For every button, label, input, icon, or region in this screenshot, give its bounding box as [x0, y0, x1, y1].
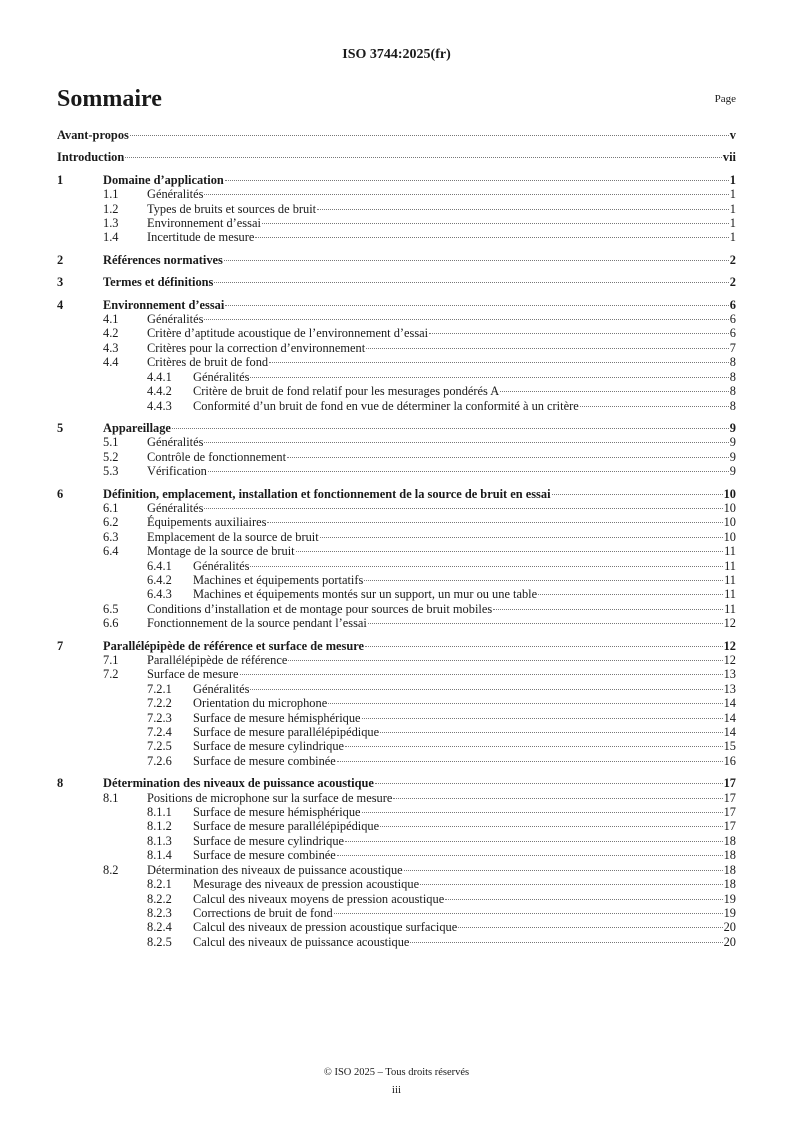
toc-entry[interactable] — [57, 573, 736, 587]
dot-leader — [380, 826, 722, 827]
toc-entry-title: Parallélépipède de référence et surface de mesure — [103, 638, 365, 653]
toc-entry-page: 17 — [723, 776, 736, 791]
toc-entry-page: 10 — [723, 486, 736, 501]
dot-leader — [337, 761, 723, 762]
dot-leader — [269, 362, 729, 363]
toc-entry-title: Machines et équipements portatifs — [193, 572, 364, 587]
toc-entry-page: 11 — [724, 587, 736, 602]
dot-leader — [204, 442, 728, 443]
toc-entry-title: Surface de mesure parallélépipédique — [193, 725, 380, 740]
toc-entry-title: Définition, emplacement, installation et fonctionnement de la source de bruit en essai — [103, 486, 551, 501]
toc-entry-title: Emplacement de la source de bruit — [147, 529, 319, 544]
dot-leader — [366, 348, 729, 349]
toc-entry[interactable] — [57, 667, 736, 681]
toc-entry-title: Calcul des niveaux moyens de pression acoustique — [193, 891, 445, 906]
toc-entry-title: Surface de mesure combinée — [193, 753, 336, 768]
toc-entry-page: 18 — [723, 848, 736, 863]
toc-entry-title: Équipements auxiliaires — [147, 515, 267, 530]
toc-entry[interactable] — [57, 935, 736, 949]
toc-entry-page: 13 — [723, 667, 736, 682]
toc-entry-page: 2 — [729, 275, 736, 290]
toc-entry-number: 6.1 — [103, 500, 119, 515]
dot-leader — [420, 884, 723, 885]
dot-leader — [500, 391, 729, 392]
toc-entry[interactable] — [57, 682, 736, 696]
table-of-contents — [57, 128, 736, 949]
toc-entry-page: 11 — [724, 572, 736, 587]
toc-entry[interactable] — [57, 501, 736, 515]
toc-entry-page: 11 — [724, 601, 736, 616]
toc-entry-number: 7.2.4 — [147, 725, 172, 740]
toc-entry-title: Environnement d’essai — [103, 297, 225, 312]
dot-leader — [288, 660, 722, 661]
toc-entry[interactable] — [57, 530, 736, 544]
dot-leader — [204, 508, 722, 509]
toc-entry-number: 8.2 — [103, 862, 119, 877]
toc-entry-page: 8 — [729, 355, 736, 370]
copyright-footer: © ISO 2025 – Tous droits réservés — [323, 1067, 470, 1078]
toc-entry-page: 10 — [723, 500, 736, 515]
toc-entry-title: Généralités — [147, 435, 204, 450]
toc-entry-number: 6.4 — [103, 544, 119, 559]
toc-entry-page: 20 — [723, 920, 736, 935]
toc-entry[interactable] — [57, 776, 736, 790]
dot-leader — [410, 942, 722, 943]
toc-entry-title: Critères pour la correction d’environnement — [147, 340, 366, 355]
toc-entry-page: 9 — [729, 464, 736, 479]
toc-entry[interactable] — [57, 711, 736, 725]
toc-entry-title: Calcul des niveaux de pression acoustique surfacique — [193, 920, 458, 935]
dot-leader — [364, 580, 723, 581]
toc-entry-number: 8.1.1 — [147, 805, 172, 820]
dot-leader — [250, 689, 722, 690]
dot-leader — [262, 223, 729, 224]
dot-leader — [287, 457, 729, 458]
dot-leader — [250, 377, 728, 378]
toc-entry-number: 5 — [57, 420, 64, 435]
toc-entry-title: Surface de mesure cylindrique — [193, 833, 345, 848]
toc-entry-number: 6.4.3 — [147, 587, 172, 602]
toc-entry[interactable] — [57, 128, 736, 142]
toc-entry-page: 15 — [723, 739, 736, 754]
toc-entry[interactable] — [57, 216, 736, 230]
toc-entry-page: 17 — [723, 819, 736, 834]
toc-entry[interactable] — [57, 355, 736, 369]
toc-entry-page: 19 — [723, 905, 736, 920]
toc-entry-number: 7.2.3 — [147, 710, 172, 725]
toc-entry-number: 8.2.1 — [147, 877, 172, 892]
dot-leader — [214, 282, 728, 283]
toc-entry-title: Surface de mesure parallélépipédique — [193, 819, 380, 834]
toc-entry[interactable] — [57, 341, 736, 355]
toc-entry-title: Types de bruits et sources de bruit — [147, 201, 317, 216]
toc-entry[interactable] — [57, 725, 736, 739]
dot-leader — [130, 135, 729, 136]
toc-entry-page: 6 — [729, 297, 736, 312]
toc-entry-number: 2 — [57, 252, 64, 267]
toc-entry-title: Critère de bruit de fond relatif pour les mesurages pondérés A — [193, 384, 500, 399]
toc-entry-title: Appareillage — [103, 420, 171, 435]
toc-entry-page: 18 — [723, 877, 736, 892]
toc-entry[interactable] — [57, 544, 736, 558]
toc-entry[interactable] — [57, 639, 736, 653]
toc-entry-number: 4.2 — [103, 326, 119, 341]
toc-entry-page: 14 — [723, 725, 736, 740]
toc-entry[interactable] — [57, 487, 736, 501]
toc-entry-number: 8.2.3 — [147, 905, 172, 920]
toc-entry-number: 6.4.2 — [147, 572, 172, 587]
toc-entry-page: 8 — [729, 384, 736, 399]
toc-entry-number: 6.3 — [103, 529, 119, 544]
toc-entry-page: 11 — [724, 558, 736, 573]
toc-entry[interactable] — [57, 653, 736, 667]
toc-entry-title: Détermination des niveaux de puissance acoustique — [147, 862, 403, 877]
toc-entry-title: Montage de la source de bruit — [147, 544, 295, 559]
toc-entry-page: 6 — [729, 312, 736, 327]
dot-leader — [380, 732, 722, 733]
toc-entry-title: Incertitude de mesure — [147, 230, 255, 245]
toc-entry-title: Critère d’aptitude acoustique de l’environnement d’essai — [147, 326, 429, 341]
toc-entry-number: 4.4.2 — [147, 384, 172, 399]
toc-entry-page: 20 — [723, 934, 736, 949]
toc-entry-title: Machines et équipements montés sur un support, un mur ou une table — [193, 587, 538, 602]
toc-entry-number: 8.1 — [103, 790, 119, 805]
toc-entry-number: 7.2 — [103, 667, 119, 682]
toc-entry-title: Conditions d’installation et de montage pour sources de bruit mobiles — [147, 601, 493, 616]
toc-entry-number: 5.2 — [103, 449, 119, 464]
toc-entry[interactable] — [57, 616, 736, 630]
toc-entry-number: 6.6 — [103, 616, 119, 631]
toc-entry-title: Domaine d’application — [103, 172, 224, 187]
toc-entry-page: v — [729, 128, 736, 142]
toc-entry-page: 1 — [729, 172, 736, 187]
toc-entry-title: Surface de mesure combinée — [193, 848, 336, 863]
dot-leader — [172, 428, 729, 429]
toc-entry-page: 10 — [723, 515, 736, 530]
toc-entry[interactable] — [57, 602, 736, 616]
toc-entry[interactable] — [57, 863, 736, 877]
toc-entry-title: Généralités — [193, 681, 250, 696]
toc-entry[interactable] — [57, 298, 736, 312]
toc-entry-number: 1.4 — [103, 230, 119, 245]
toc-entry-title: Orientation du microphone — [193, 696, 328, 711]
toc-entry[interactable] — [57, 791, 736, 805]
toc-entry[interactable] — [57, 370, 736, 384]
toc-entry[interactable] — [57, 450, 736, 464]
toc-entry[interactable] — [57, 173, 736, 187]
toc-entry-title: Détermination des niveaux de puissance acoustique — [103, 776, 374, 791]
toc-entry-number: 1 — [57, 172, 64, 187]
dot-leader — [429, 333, 729, 334]
dot-leader — [393, 798, 722, 799]
toc-entry[interactable] — [57, 515, 736, 529]
toc-entry-number: 4.3 — [103, 340, 119, 355]
dot-leader — [362, 812, 723, 813]
dot-leader — [317, 209, 729, 210]
toc-entry-title: Critères de bruit de fond — [147, 355, 269, 370]
dot-leader — [225, 180, 729, 181]
toc-entry-page: 6 — [729, 326, 736, 341]
toc-entry[interactable] — [57, 202, 736, 216]
toc-entry-number: 8.1.4 — [147, 848, 172, 863]
dot-leader — [204, 319, 728, 320]
toc-entry-page: 17 — [723, 790, 736, 805]
toc-entry-number: 6.4.1 — [147, 558, 172, 573]
toc-entry-number: 8.2.2 — [147, 891, 172, 906]
toc-entry-number: 4.4 — [103, 355, 119, 370]
dot-leader — [250, 566, 723, 567]
toc-entry-number: 8 — [57, 776, 64, 791]
toc-entry-number: 7 — [57, 638, 64, 653]
toc-entry-title: Contrôle de fonctionnement — [147, 449, 287, 464]
toc-entry-title: Conformité d’un bruit de fond en vue de déterminer la conformité à un critère — [193, 398, 579, 413]
toc-entry[interactable] — [57, 559, 736, 573]
toc-entry[interactable] — [57, 275, 736, 289]
toc-entry-title: Parallélépipède de référence — [147, 653, 288, 667]
dot-leader — [125, 157, 722, 158]
toc-entry[interactable] — [57, 399, 736, 413]
dot-leader — [493, 609, 723, 610]
dot-leader — [337, 855, 723, 856]
dot-leader — [368, 623, 723, 624]
toc-entry-title: Mesurage des niveaux de pression acoustique — [193, 877, 420, 892]
dot-leader — [240, 674, 723, 675]
toc-entry[interactable] — [57, 326, 736, 340]
title-row — [57, 86, 736, 116]
dot-leader — [208, 471, 729, 472]
toc-entry-title: Avant-propos — [57, 128, 129, 142]
toc-entry-page: 2 — [729, 252, 736, 267]
dot-leader — [365, 646, 723, 647]
dot-leader — [255, 237, 728, 238]
page-title: Sommaire — [57, 86, 162, 112]
toc-entry-title: Surface de mesure hémisphérique — [193, 805, 361, 820]
toc-entry-page: 9 — [729, 435, 736, 450]
toc-entry-title: Généralités — [147, 312, 204, 327]
toc-entry-title: Environnement d’essai — [147, 216, 261, 231]
toc-entry[interactable] — [57, 187, 736, 201]
dot-leader — [225, 305, 729, 306]
document-header: ISO 3744:2025(fr) — [342, 47, 451, 62]
toc-entry[interactable] — [57, 739, 736, 753]
toc-entry[interactable] — [57, 587, 736, 601]
toc-entry-number: 5.3 — [103, 464, 119, 479]
toc-entry[interactable] — [57, 435, 736, 449]
toc-entry-page: 8 — [729, 398, 736, 413]
toc-entry-title: Introduction — [57, 150, 125, 165]
toc-entry[interactable] — [57, 819, 736, 833]
toc-entry-page: 12 — [723, 616, 736, 631]
toc-entry-number: 7.2.2 — [147, 696, 172, 711]
toc-entry-number: 6.2 — [103, 515, 119, 530]
toc-entry[interactable] — [57, 754, 736, 768]
dot-leader — [345, 746, 723, 747]
toc-entry[interactable] — [57, 696, 736, 710]
dot-leader — [458, 927, 722, 928]
toc-entry-title: Fonctionnement de la source pendant l’essai — [147, 616, 367, 631]
toc-entry-page: 7 — [729, 340, 736, 355]
toc-entry-title: Généralités — [193, 369, 250, 384]
toc-entry[interactable] — [57, 805, 736, 819]
toc-entry-number: 4.4.1 — [147, 369, 172, 384]
toc-entry-title: Généralités — [147, 500, 204, 515]
toc-entry-page: 18 — [723, 862, 736, 877]
toc-entry-number: 4 — [57, 297, 64, 312]
toc-entry-page: 9 — [729, 449, 736, 464]
toc-entry-page: 16 — [723, 753, 736, 768]
dot-leader — [334, 913, 723, 914]
toc-entry-number: 6.5 — [103, 601, 119, 616]
toc-entry-number: 4.1 — [103, 312, 119, 327]
toc-entry-number: 6 — [57, 486, 64, 501]
toc-entry-page: 13 — [723, 681, 736, 696]
toc-entry-page: 8 — [729, 369, 736, 384]
toc-entry-title: Surface de mesure — [147, 667, 239, 682]
dot-leader — [538, 594, 723, 595]
toc-entry-page: 14 — [723, 696, 736, 711]
toc-entry[interactable] — [57, 312, 736, 326]
toc-entry-number: 4.4.3 — [147, 398, 172, 413]
toc-entry-page: 10 — [723, 529, 736, 544]
dot-leader — [204, 194, 728, 195]
toc-entry-title: Surface de mesure cylindrique — [193, 739, 345, 754]
page-number: iii — [391, 1084, 402, 1096]
toc-entry-title: Calcul des niveaux de puissance acoustique — [193, 934, 410, 949]
dot-leader — [552, 494, 723, 495]
dot-leader — [296, 551, 723, 552]
toc-entry[interactable] — [57, 150, 736, 164]
toc-entry-page: vii — [722, 150, 736, 165]
toc-entry-number: 8.1.3 — [147, 833, 172, 848]
toc-entry[interactable] — [57, 848, 736, 862]
toc-entry-title: Surface de mesure hémisphérique — [193, 710, 361, 725]
toc-entry-number: 5.1 — [103, 435, 119, 450]
toc-entry-number: 1.3 — [103, 216, 119, 231]
toc-entry-number: 8.2.5 — [147, 934, 172, 949]
toc-entry-number: 1.2 — [103, 201, 119, 216]
toc-entry-title: Positions de microphone sur la surface de mesure — [147, 790, 393, 805]
toc-entry-number: 1.1 — [103, 187, 119, 202]
toc-entry-title: Références normatives — [103, 252, 223, 267]
toc-entry-number: 8.2.4 — [147, 920, 172, 935]
toc-entry[interactable] — [57, 920, 736, 934]
toc-entry-title: Généralités — [193, 558, 250, 573]
toc-entry-number: 7.2.5 — [147, 739, 172, 754]
toc-entry[interactable] — [57, 230, 736, 244]
dot-leader — [445, 899, 722, 900]
toc-entry[interactable] — [57, 892, 736, 906]
toc-entry-title: Termes et définitions — [103, 275, 214, 290]
dot-leader — [267, 522, 722, 523]
toc-entry[interactable] — [57, 421, 736, 435]
dot-leader — [328, 703, 722, 704]
toc-entry[interactable] — [57, 877, 736, 891]
toc-entry[interactable] — [57, 906, 736, 920]
dot-leader — [375, 783, 723, 784]
toc-entry-title: Corrections de bruit de fond — [193, 905, 333, 920]
toc-entry-page: 18 — [723, 833, 736, 848]
toc-entry-page: 1 — [729, 187, 736, 202]
toc-entry-number: 8.1.2 — [147, 819, 172, 834]
dot-leader — [404, 870, 723, 871]
toc-entry-page: 17 — [723, 805, 736, 820]
toc-entry-page: 1 — [729, 230, 736, 245]
dot-leader — [580, 406, 729, 407]
toc-entry-number: 7.2.6 — [147, 753, 172, 768]
toc-entry-page: 11 — [724, 544, 736, 559]
toc-entry-title: Généralités — [147, 187, 204, 202]
toc-entry-page: 12 — [723, 653, 736, 667]
dot-leader — [345, 841, 723, 842]
toc-entry[interactable] — [57, 834, 736, 848]
toc-entry-number: 7.1 — [103, 653, 119, 667]
toc-entry-page: 12 — [723, 638, 736, 653]
toc-entry[interactable] — [57, 253, 736, 267]
dot-leader — [362, 718, 723, 719]
toc-entry[interactable] — [57, 464, 736, 478]
dot-leader — [224, 260, 729, 261]
toc-entry-page: 1 — [729, 201, 736, 216]
toc-entry-page: 14 — [723, 710, 736, 725]
page-column-label: Page — [714, 93, 736, 105]
dot-leader — [320, 537, 723, 538]
toc-entry-page: 9 — [729, 420, 736, 435]
toc-entry-page: 1 — [729, 216, 736, 231]
toc-entry-title: Vérification — [147, 464, 207, 479]
toc-entry-page: 19 — [723, 891, 736, 906]
toc-entry-number: 3 — [57, 275, 64, 290]
toc-entry-number: 7.2.1 — [147, 681, 172, 696]
toc-entry[interactable] — [57, 384, 736, 398]
